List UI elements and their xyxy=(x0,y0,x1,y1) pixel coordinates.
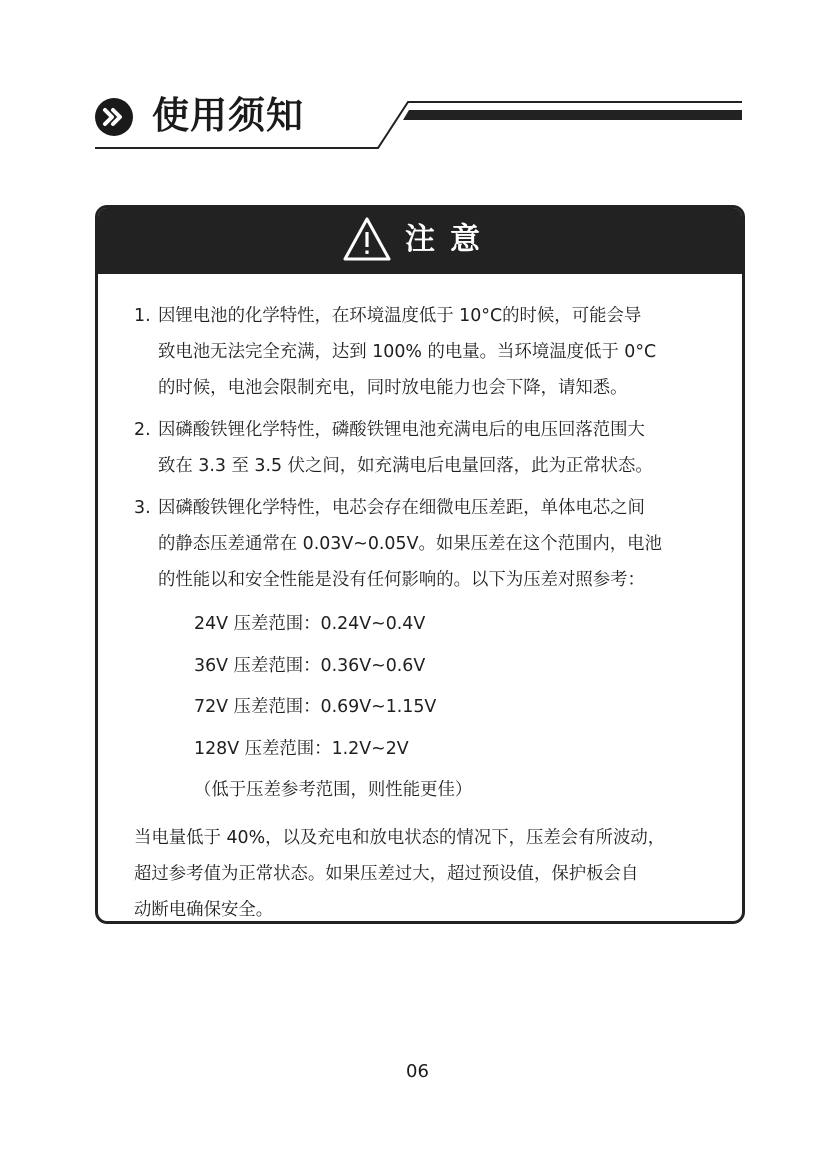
notice-item xyxy=(134,412,714,484)
closing-text-line: 动断电确保安全。 xyxy=(134,899,274,920)
item-number: 2. xyxy=(134,420,151,440)
voltage-range-item: 24V 压差范围：0.24V~0.4V xyxy=(194,614,426,634)
item-text-line: 致在 3.3 至 3.5 伏之间，如充满电后电量回落，此为正常状态。 xyxy=(158,456,653,476)
voltage-range-item: 128V 压差范围：1.2V~2V xyxy=(194,738,409,759)
page-title: 使用须知 xyxy=(152,94,304,137)
item-text-line: 致电池无法完全充满，达到 100% 的电量。当环境温度低于 0°C xyxy=(158,342,657,362)
voltage-range-item: 36V 压差范围：0.36V~0.6V xyxy=(194,655,426,676)
notice-item xyxy=(134,490,714,598)
page-header xyxy=(0,0,835,160)
voltage-range-item: 72V 压差范围：0.69V~1.15V xyxy=(194,697,437,717)
item-number: 1. xyxy=(134,306,151,326)
item-text-line: 因磷酸铁锂化学特性，电芯会存在细微电压差距，单体电芯之间 xyxy=(158,498,645,518)
notice-item xyxy=(134,298,714,406)
range-note: （低于压差参考范围，则性能更佳） xyxy=(194,780,473,800)
page-number: 06 xyxy=(406,1061,429,1082)
voltage-range-list xyxy=(134,604,714,812)
closing-text-line: 超过参考值为正常状态。如果压差过大，超过预设值，保护板会自 xyxy=(134,863,639,884)
item-text-line: 因磷酸铁锂化学特性，磷酸铁锂电池充满电后的电压回落范围大 xyxy=(158,420,645,440)
header-decorative-rule xyxy=(0,0,835,160)
notice-body xyxy=(134,298,714,924)
item-number: 3. xyxy=(134,498,151,518)
item-text-line: 因锂电池的化学特性，在环境温度低于 10°C的时候，可能会导 xyxy=(158,306,642,326)
notice-box xyxy=(95,205,745,924)
item-text-line: 的静态压差通常在 0.03V~0.05V。如果压差在这个范围内，电池 xyxy=(158,534,662,554)
closing-paragraph xyxy=(134,820,714,925)
closing-text-line: 当电量低于 40%，以及充电和放电状态的情况下，压差会有所波动， xyxy=(134,827,666,848)
notice-header xyxy=(98,208,742,274)
item-text-line: 的时候，电池会限制充电，同时放电能力也会下降，请知悉。 xyxy=(158,378,628,398)
notice-title: 注意 xyxy=(405,222,495,257)
warning-triangle-icon xyxy=(342,216,392,262)
item-text-line: 的性能以和安全性能是没有任何影响的。以下为压差对照参考： xyxy=(158,570,645,590)
